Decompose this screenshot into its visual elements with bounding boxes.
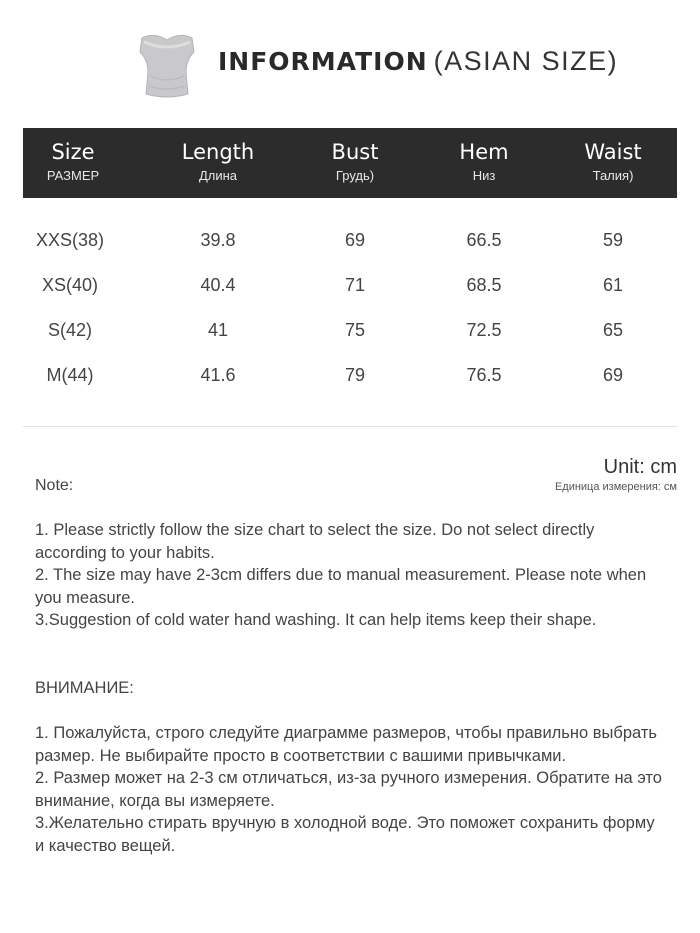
table-cell: S(42): [47, 320, 92, 340]
table-cell: 72.5: [466, 320, 502, 340]
column-header-sublabel: Длина: [198, 168, 238, 183]
table-cell: M(44): [46, 365, 94, 385]
unit-label: [555, 456, 677, 493]
header: [0, 0, 700, 128]
column-header-length: [158, 128, 278, 198]
table-row: [23, 220, 677, 265]
note-list-ru: [35, 722, 665, 857]
page-title: [218, 46, 618, 77]
divider: [23, 426, 677, 427]
column-header-label: Bust: [331, 140, 379, 164]
note-item: 1. Please strictly follow the size chart to select the size. Do not select directly according to your habits.: [35, 521, 595, 562]
column-header-label: Hem: [459, 140, 509, 164]
table-cell: 39.8: [200, 230, 236, 250]
column-header-size: [23, 128, 123, 198]
table-cell: 69: [344, 230, 366, 250]
table-cell: 68.5: [466, 275, 502, 295]
table-cell: 69: [602, 365, 624, 385]
table-cell: XXS(38): [35, 230, 105, 250]
note-list: [35, 519, 665, 632]
table-row: [23, 355, 677, 400]
column-header-label: Length: [181, 140, 255, 164]
column-header-sublabel: Низ: [472, 168, 496, 183]
table-row: [23, 310, 677, 355]
table-body: [23, 220, 677, 400]
column-header-label: Waist: [584, 140, 642, 164]
column-header-bust: [295, 128, 415, 198]
note-item-ru: 3.Желательно стирать вручную в холодной воде. Это поможет сохранить форму и качество вещей.: [35, 814, 655, 855]
table-cell: XS(40): [41, 275, 99, 295]
note-item: 3.Suggestion of cold water hand washing. It can help items keep their shape.: [35, 611, 597, 629]
note-item-ru: 1. Пожалуйста, строго следуйте диаграмме размеров, чтобы правильно выбрать размер. Не выбирайте просто в соответствии с вашими привычками.: [35, 724, 657, 765]
sleeveless-top-icon: [134, 30, 200, 100]
table-cell: 66.5: [466, 230, 502, 250]
title-subtitle: (ASIAN SIZE): [433, 46, 619, 76]
table-cell: 75: [344, 320, 366, 340]
note-item-ru: 2. Размер может на 2-3 см отличаться, из-за ручного измерения. Обратите на это внимание, когда вы измеряете.: [35, 769, 662, 810]
table-cell: 41.6: [200, 365, 236, 385]
column-header-sublabel: Талия): [592, 168, 634, 183]
table-cell: 59: [602, 230, 624, 250]
column-header-waist: [553, 128, 673, 198]
table-cell: 61: [602, 275, 624, 295]
table-cell: 65: [602, 320, 624, 340]
unit-label-ru: Единица измерения: см: [554, 481, 677, 493]
table-cell: 41: [207, 320, 229, 340]
note-item: 2. The size may have 2-3cm differs due to manual measurement. Please note when you measure.: [35, 566, 647, 607]
note-heading: Note:: [35, 477, 74, 494]
column-header-sublabel: Грудь): [335, 168, 375, 183]
column-header-hem: [424, 128, 544, 198]
table-row: [23, 265, 677, 310]
table-header: [23, 128, 677, 198]
note-heading-ru: ВНИМАНИЕ:: [35, 679, 134, 697]
table-cell: 71: [344, 275, 366, 295]
title-bold: INFORMATION: [218, 47, 428, 76]
column-header-sublabel: РАЗМЕР: [46, 168, 100, 183]
table-cell: 79: [344, 365, 366, 385]
unit-label-en: Unit: cm: [603, 456, 677, 478]
column-header-label: Size: [51, 140, 95, 164]
table-cell: 40.4: [200, 275, 236, 295]
table-cell: 76.5: [466, 365, 502, 385]
